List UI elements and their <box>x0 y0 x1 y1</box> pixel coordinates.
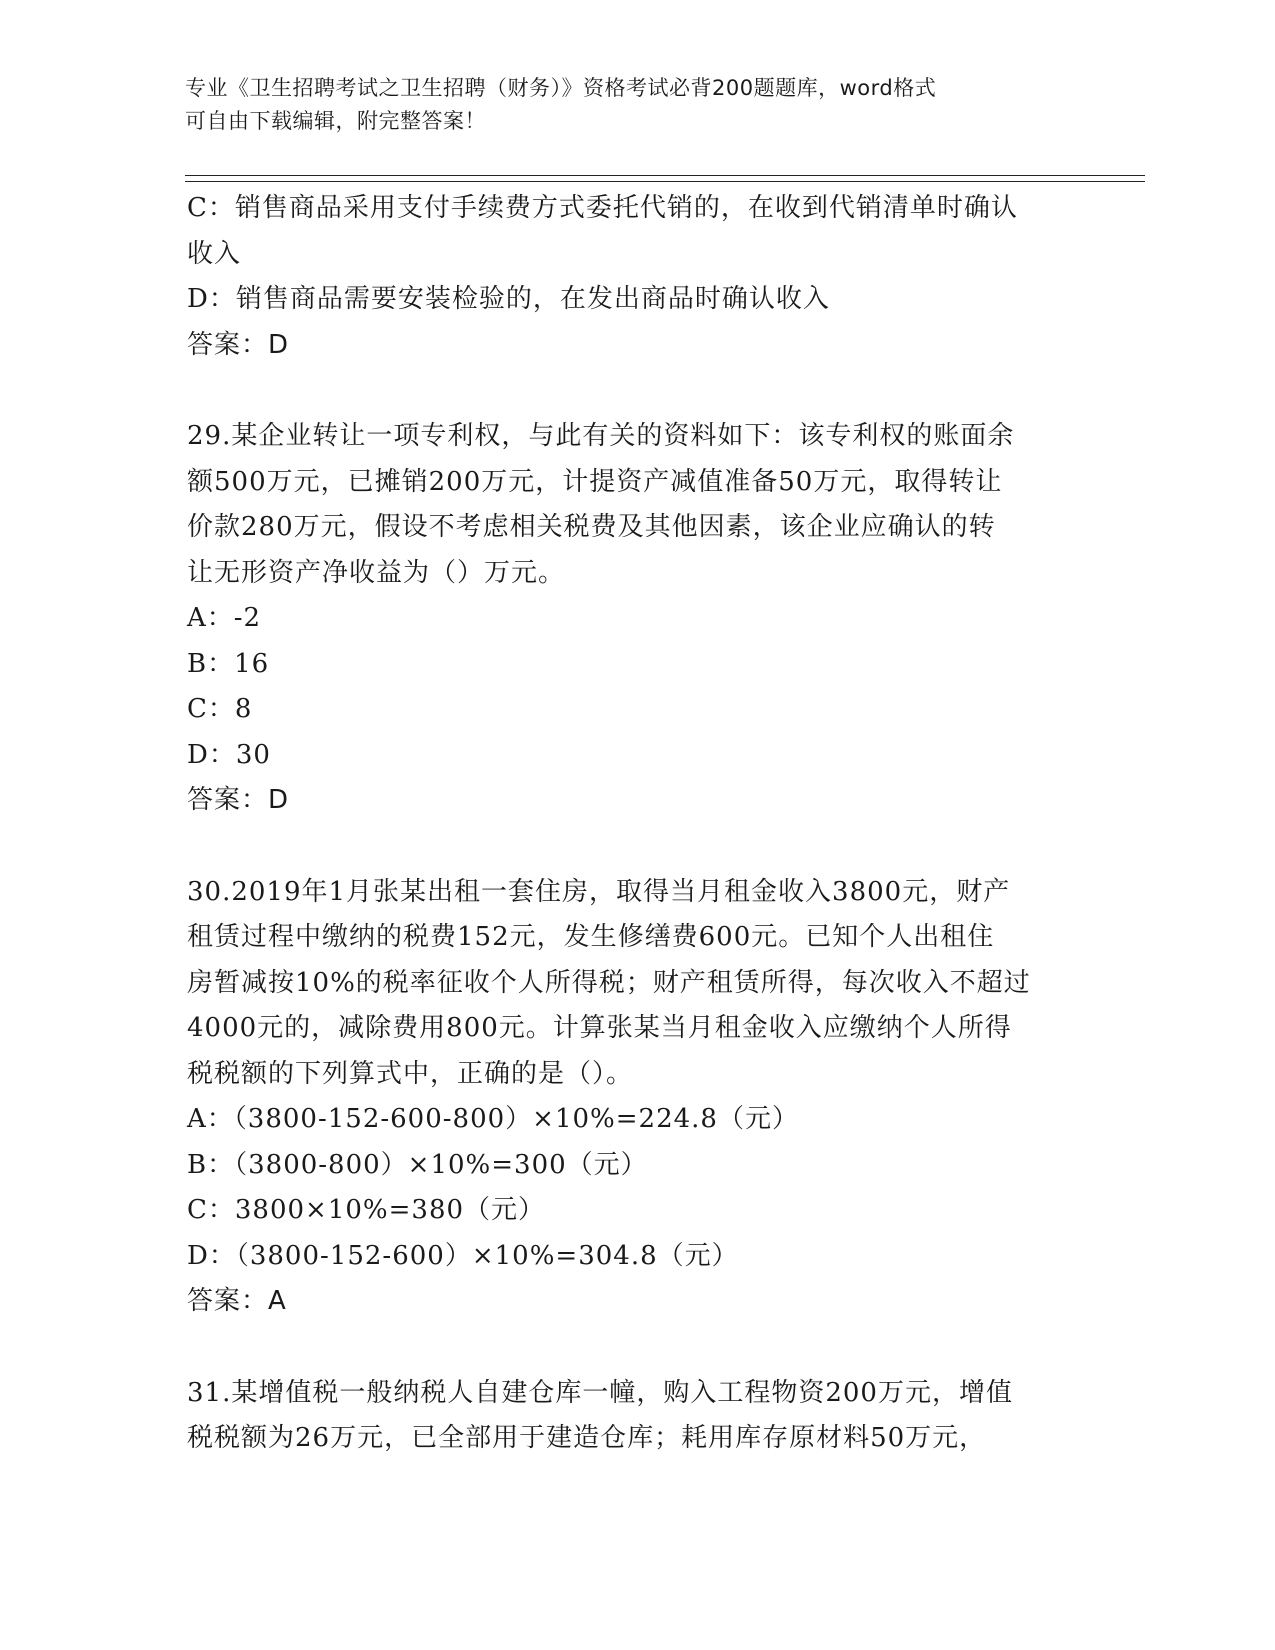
question-stem-line: 房暂减按10%的税率征收个人所得税；财产租赁所得，每次收入不超过 <box>187 967 1031 998</box>
header-divider-top <box>185 175 1145 176</box>
question-stem-line: 价款280万元，假设不考虑相关税费及其他因素，该企业应确认的转 <box>187 512 996 542</box>
question-stem-line: 租赁过程中缴纳的税费152元，发生修缮费600元。已知个人出租住 <box>187 922 995 952</box>
option-c: C：3800×10%=380（元） <box>187 1195 546 1225</box>
option-a: A：-2 <box>187 603 262 633</box>
answer: 答案：D <box>187 785 290 815</box>
document-body <box>187 186 1087 1462</box>
question-stem-line: 让无形资产净收益为（）万元。 <box>187 557 566 588</box>
question-stem-line: 31.某增值税一般纳税人自建仓库一幢，购入工程物资200万元，增值 <box>187 1377 1013 1408</box>
answer: 答案：A <box>187 1286 287 1316</box>
option-b: B：（3800-800）×10%=300（元） <box>187 1149 648 1180</box>
header-divider-bottom <box>185 181 1145 182</box>
question-31 <box>187 1371 1087 1462</box>
option-c-line: C：销售商品采用支付手续费方式委托代销的，在收到代销清单时确认 <box>187 193 1018 223</box>
question-stem-line: 4000元的，减除费用800元。计算张某当月租金收入应缴纳个人所得 <box>187 1013 1012 1043</box>
question-stem-line: 额500万元，已摊销200万元，计提资产减值准备50万元，取得转让 <box>187 466 1003 497</box>
header-line-1: 专业《卫生招聘考试之卫生招聘（财务）》资格考试必背200题题库，word格式 <box>185 76 937 100</box>
question-stem-line: 税税额的下列算式中，正确的是（）。 <box>187 1058 634 1089</box>
option-d: D：30 <box>187 739 271 770</box>
question-29 <box>187 414 1087 824</box>
header-line-2: 可自由下载编辑，附完整答案！ <box>185 109 486 133</box>
option-d: D：销售商品需要安装检验的，在发出商品时确认收入 <box>187 284 830 314</box>
option-c-line: 收入 <box>187 238 242 269</box>
question-28-fragment <box>187 186 1087 368</box>
question-stem-line: 30.2019年1月张某出租一套住房，取得当月租金收入3800元，财产 <box>187 876 1011 907</box>
option-a: A：（3800-152-600-800）×10%=224.8（元） <box>187 1104 799 1134</box>
document-header <box>185 72 1085 138</box>
question-stem-line: 29.某企业转让一项专利权，与此有关的资料如下：该专利权的账面余 <box>187 421 1015 451</box>
option-c: C：8 <box>187 694 253 724</box>
answer: 答案：D <box>187 329 290 360</box>
option-d: D：（3800-152-600）×10%=304.8（元） <box>187 1240 739 1271</box>
question-30 <box>187 870 1087 1325</box>
question-stem-line: 税税额为26万元，已全部用于建造仓库；耗用库存原材料50万元， <box>187 1423 987 1453</box>
option-b: B：16 <box>187 648 270 679</box>
